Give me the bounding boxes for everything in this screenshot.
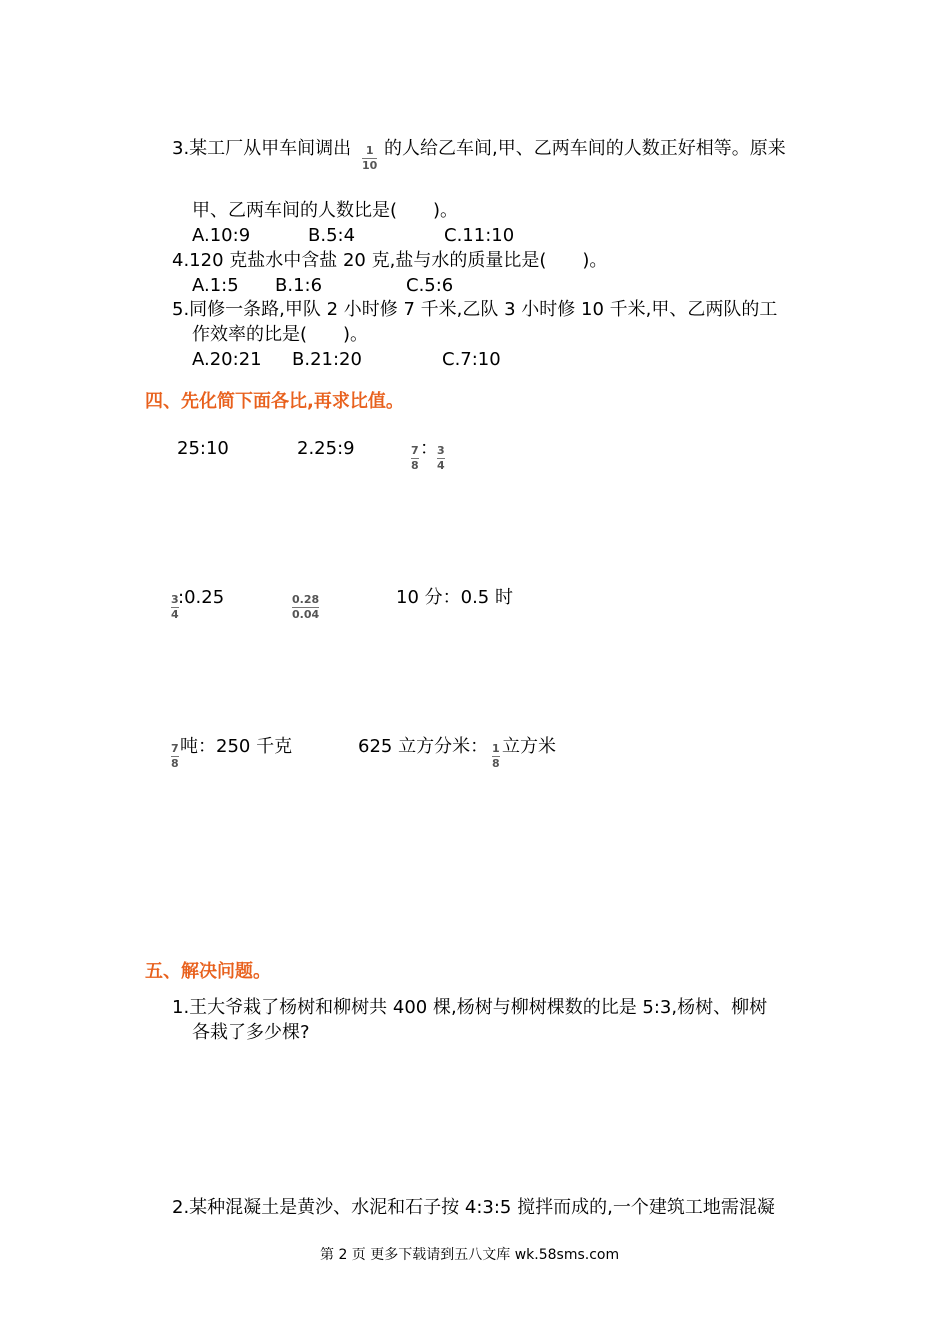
r2a-den: 4 (171, 608, 179, 621)
r2b-den: 0.04 (292, 608, 320, 621)
r3a-num: 7 (171, 742, 179, 755)
r2b-num: 0.28 (292, 593, 320, 606)
q5-line1: 5.同修一条路,甲队 2 小时修 7 千米,乙队 3 小时修 10 千米,甲、乙两队的工 (172, 299, 778, 320)
q3-option-c: C.11:10 (444, 225, 515, 246)
ratio-2.25-9: 2.25:9 (297, 438, 355, 459)
q5-line2: 作效率的比是( )。 (192, 324, 369, 345)
q3-option-b: B.5:4 (308, 225, 356, 246)
r2a-num: 3 (171, 593, 179, 606)
r2c-text: 10 分：0.5 时 (396, 587, 513, 608)
r2b-fraction (292, 594, 319, 621)
q3-line1-pre: 3.某工厂从甲车间调出 (172, 138, 352, 159)
problem2-line1: 2.某种混凝土是黄沙、水泥和石子按 4:3:5 搅拌而成的,一个建筑工地需混凝 (172, 1197, 775, 1218)
q3-line2: 甲、乙两车间的人数比是( )。 (192, 200, 459, 221)
q5-option-c: C.7:10 (442, 349, 501, 370)
q5-option-a: A.20:21 (192, 349, 262, 370)
r1c-num2: 3 (437, 444, 445, 457)
r3a-fraction (171, 743, 179, 770)
q4-line1: 4.120 克盐水中含盐 20 克,盐与水的质量比是( )。 (172, 250, 608, 271)
q4-option-b: B.1:6 (275, 275, 323, 296)
q3-fraction-num: 1 (365, 144, 374, 157)
r3b-fraction (492, 743, 500, 770)
q4-option-a: A.1:5 (192, 275, 239, 296)
section5-heading: 五、解决问题。 (145, 961, 271, 982)
r1c-fraction-1 (411, 445, 419, 472)
r1c-fraction-2 (437, 445, 445, 472)
r3a-text: 吨：250 千克 (180, 736, 293, 757)
r1c-separator: ： (420, 438, 438, 459)
q5-option-b: B.21:20 (292, 349, 362, 370)
r3b-den: 8 (492, 757, 500, 770)
r1c-num1: 7 (411, 444, 419, 457)
q3-option-a: A.10:9 (192, 225, 251, 246)
r3b-unit: 立方米 (502, 736, 556, 757)
r1c-den2: 4 (437, 459, 445, 472)
r1c-den1: 8 (411, 459, 419, 472)
q3-fraction (362, 145, 377, 172)
q3-fraction-den: 10 (362, 159, 378, 172)
ratio-25-10: 25:10 (177, 438, 229, 459)
r3b-text: 625 立方分米： (358, 736, 489, 757)
q4-option-c: C.5:6 (406, 275, 454, 296)
problem1-line1: 1.王大爷栽了杨树和柳树共 400 棵,杨树与柳树棵数的比是 5:3,杨树、柳树 (172, 997, 768, 1018)
r2a-text: :0.25 (178, 587, 225, 608)
problem1-line2: 各栽了多少棵? (192, 1022, 310, 1043)
r3a-den: 8 (171, 757, 179, 770)
r3b-num: 1 (492, 742, 500, 755)
page-footer: 第 2 页 更多下载请到五八文库 wk.58sms.com (320, 1247, 620, 1263)
q3-line1-post: 的人给乙车间,甲、乙两车间的人数正好相等。原来 (384, 138, 786, 159)
section4-heading: 四、先化简下面各比,再求比值。 (145, 391, 404, 412)
